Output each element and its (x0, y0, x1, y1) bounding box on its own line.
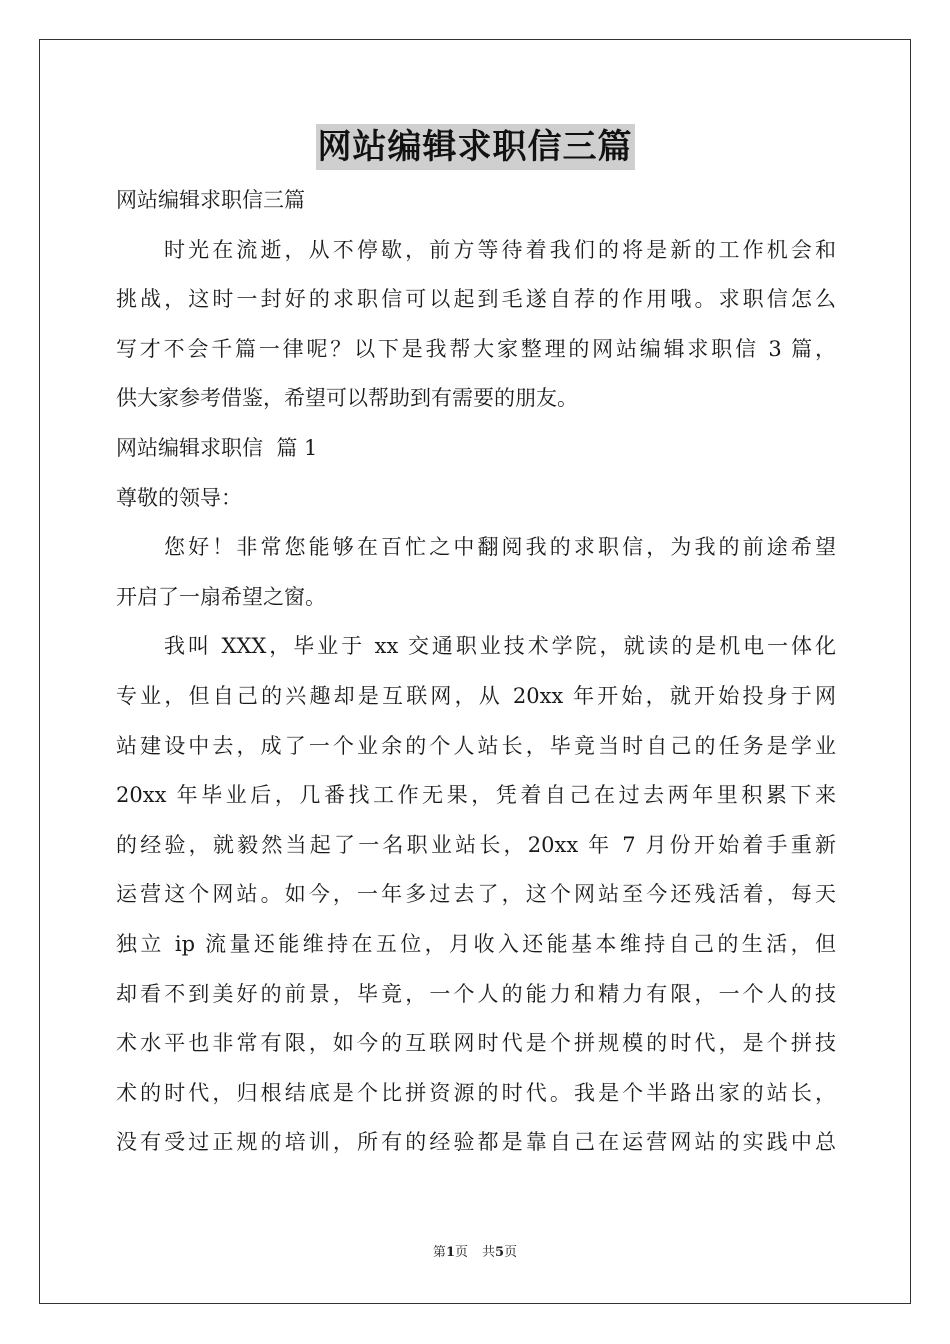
section-heading: 网站编辑求职信 篇 1 (116, 435, 318, 460)
paragraph-line: 却看不到美好的前景，毕竟，一个人的能力和精力有限，一个人的技 (116, 981, 836, 1006)
total-suffix: 页 (504, 1245, 518, 1260)
paragraph-line: 开启了一扇希望之窗。 (116, 584, 326, 609)
paragraph-line: 我叫 XXX，毕业于 xx 交通职业技术学院，就读的是机电一体化 (164, 634, 836, 659)
paragraph-line: 没有受过正规的培训，所有的经验都是靠自己在运营网站的实践中总 (116, 1130, 836, 1155)
paragraph-line: 20xx 年毕业后，几番找工作无果，凭着自己在过去两年里积累下来 (116, 783, 836, 808)
paragraph-line: 运营这个网站。如今，一年多过去了，这个网站至今还残活着，每天 (116, 882, 836, 907)
document-title: 网站编辑求职信三篇 (316, 124, 635, 170)
current-page-number: 1 (445, 1245, 455, 1260)
page-suffix: 页 (454, 1245, 468, 1260)
paragraph-line: 时光在流逝，从不停歇，前方等待着我们的将是新的工作机会和 (164, 237, 836, 262)
total-page-number: 5 (495, 1245, 505, 1260)
paragraph-line: 您好！非常您能够在百忙之中翻阅我的求职信，为我的前途希望 (164, 535, 836, 560)
subtitle-line: 网站编辑求职信三篇 (116, 188, 305, 212)
page-prefix: 第 (432, 1245, 446, 1260)
paragraph-line: 站建设中去，成了一个业余的个人站长，毕竟当时自己的任务是学业 (116, 733, 836, 758)
title-area (0, 124, 950, 170)
paragraph-line: 独立 ip 流量还能维持在五位，月收入还能基本维持自己的生活，但 (116, 931, 836, 956)
paragraph-line: 挑战，这时一封好的求职信可以起到毛遂自荐的作用哦。求职信怎么 (116, 287, 836, 312)
paragraph-line: 术的时代，归根结底是个比拼资源的时代。我是个半路出家的站长， (116, 1080, 836, 1105)
page-footer (0, 1244, 950, 1262)
document-body (116, 176, 836, 1168)
salutation: 尊敬的领导： (116, 485, 242, 510)
paragraph-line: 写才不会千篇一律呢？以下是我帮大家整理的网站编辑求职信 3 篇， (116, 336, 836, 361)
paragraph-line: 术水平也非常有限，如今的互联网时代是个拼规模的时代，是个拼技 (116, 1031, 836, 1056)
total-prefix: 共 (482, 1245, 496, 1260)
paragraph-line: 专业，但自己的兴趣却是互联网，从 20xx 年开始，就开始投身于网 (116, 683, 836, 708)
paragraph-line: 供大家参考借鉴，希望可以帮助到有需要的朋友。 (116, 386, 578, 411)
paragraph-line: 的经验，就毅然当起了一名职业站长，20xx 年 7 月份开始着手重新 (116, 832, 836, 857)
